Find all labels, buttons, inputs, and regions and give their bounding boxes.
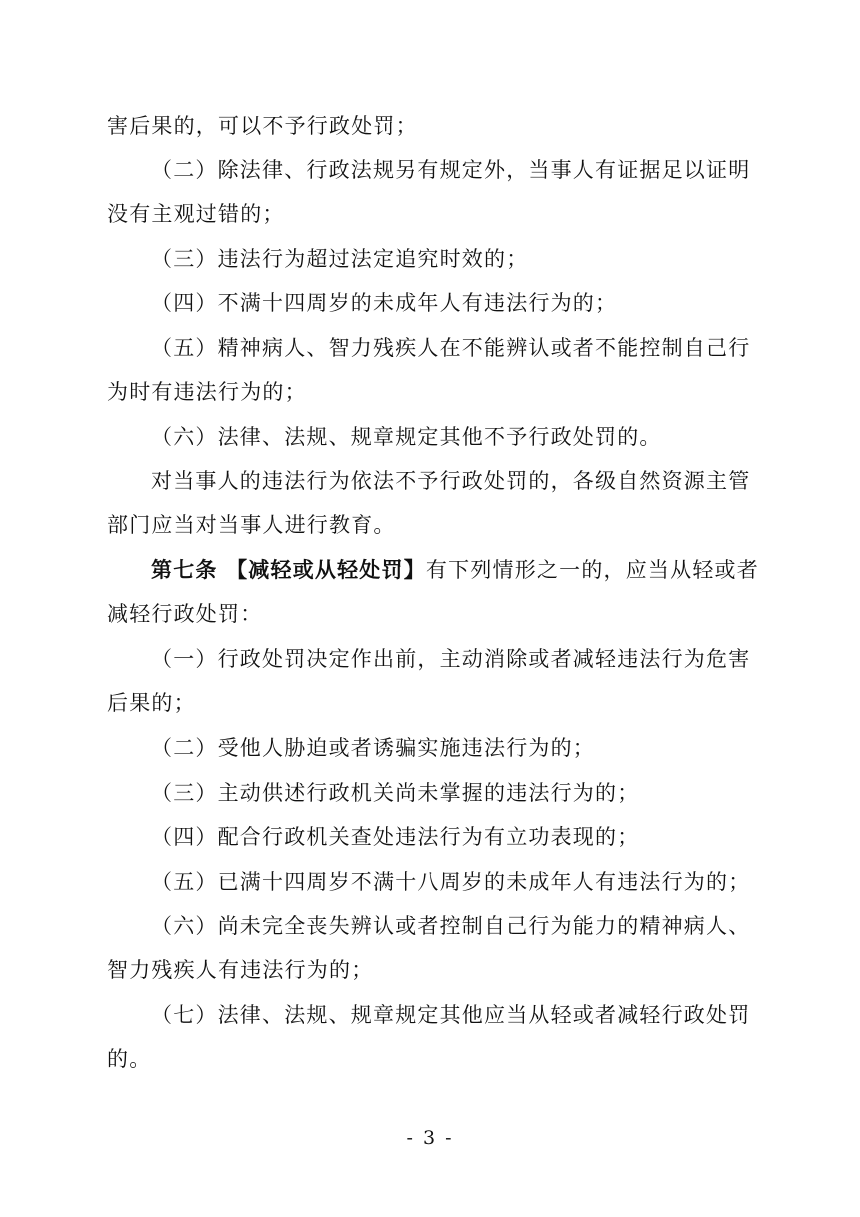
article-7-paragraph <box>107 548 767 636</box>
paragraph-item-3: （三）违法行为超过法定追究时效的； <box>151 247 529 271</box>
paragraph-item-5: （五）精神病人、智力残疾人在不能辨认或者不能控制自己行为时有违法行为的； <box>107 336 751 404</box>
paragraph-continuation: 害后果的，可以不予行政处罚； <box>107 114 418 138</box>
paragraph-item-6: （六）法律、法规、规章规定其他不予行政处罚的。 <box>151 425 662 449</box>
paragraph-education: 对当事人的违法行为依法不予行政处罚的，各级自然资源主管部门应当对当事人进行教育。 <box>107 469 751 537</box>
article-7-text: 有下列情形之一的，应当从轻或者减轻行政处罚： <box>107 558 759 626</box>
article-7-item-5: （五）已满十四周岁不满十八周岁的未成年人有违法行为的； <box>151 870 751 894</box>
article-7-item-3: （三）主动供述行政机关尚未掌握的违法行为的； <box>151 781 640 805</box>
article-7-item-2: （二）受他人胁迫或者诱骗实施违法行为的； <box>151 736 595 760</box>
article-7-item-6: （六）尚未完全丧失辨认或者控制自己行为能力的精神病人、智力残疾人有违法行为的； <box>107 914 751 982</box>
paragraph-item-4: （四）不满十四周岁的未成年人有违法行为的； <box>151 291 618 315</box>
article-7-item-7: （七）法律、法规、规章规定其他应当从轻或者减轻行政处罚的。 <box>107 1003 751 1071</box>
article-7-heading: 第七条 【减轻或从轻处罚】 <box>151 557 426 582</box>
page-number: - 3 - <box>406 1127 454 1149</box>
article-7-item-1: （一）行政处罚决定作出前，主动消除或者减轻违法行为危害后果的； <box>107 647 751 715</box>
article-7-item-4: （四）配合行政机关查处违法行为有立功表现的； <box>151 825 640 849</box>
paragraph-item-2: （二）除法律、行政法规另有规定外，当事人有证据足以证明没有主观过错的； <box>107 158 751 226</box>
